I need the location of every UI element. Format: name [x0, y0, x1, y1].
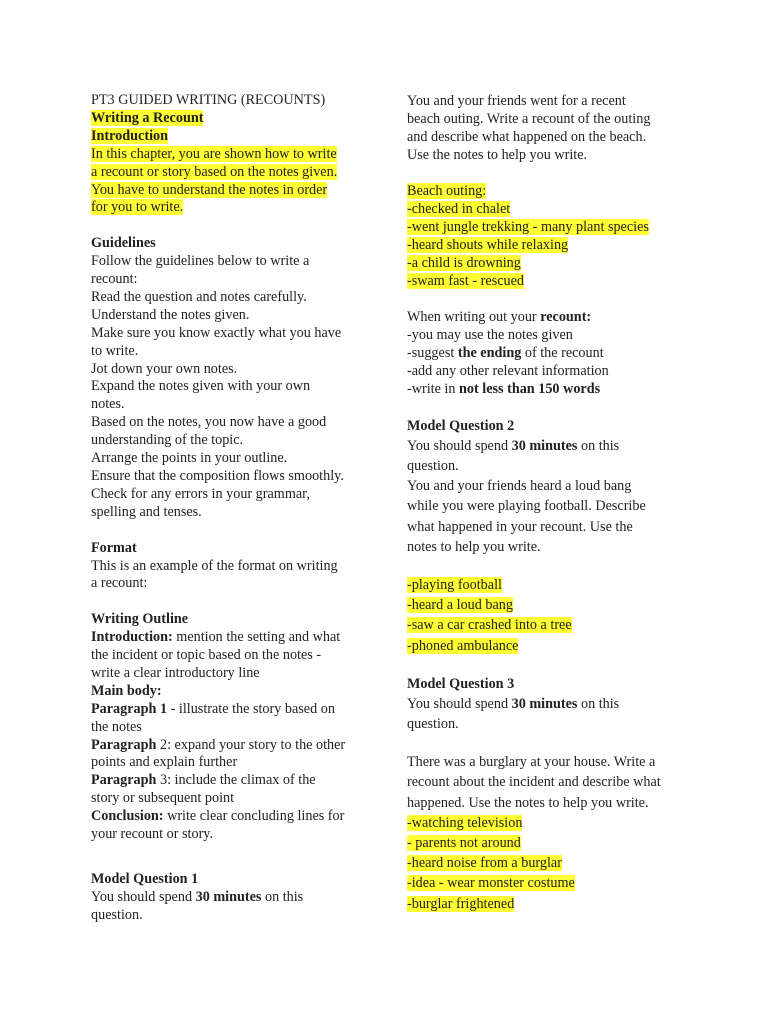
guidelines-heading: Guidelines	[91, 235, 156, 252]
outline-p3-text: 3: include the climax of the	[156, 772, 316, 789]
outline-p2-text: points and explain further	[91, 754, 238, 771]
outline-intro-text: the incident or topic based on the notes -	[91, 647, 322, 664]
mq1-duration: 30 minutes	[195, 888, 262, 905]
guideline-line: Jot down your own notes.	[91, 360, 238, 377]
writing-text: -write in	[407, 380, 460, 397]
mq1-text: You should spend	[91, 888, 196, 905]
mq2-note: -heard a loud bang	[407, 597, 513, 614]
intro-line: a recount or story based on the notes given.	[91, 163, 338, 180]
outline-p1-text: - illustrate the story based on	[167, 700, 335, 717]
q1-prompt	[407, 92, 689, 164]
mq2-text: on this	[577, 437, 620, 454]
outline-intro-text: mention the setting and what	[172, 629, 341, 646]
writing-text: of the recount	[521, 344, 604, 361]
format-line: a recount:	[91, 575, 148, 592]
mq3-note: -watching television	[407, 814, 523, 831]
guideline-line: Make sure you know exactly what you have	[91, 324, 342, 341]
guideline-line: Expand the notes given with your own	[91, 378, 311, 395]
q1-note: -checked in chalet	[407, 200, 511, 217]
outline-conclusion-text: your recount or story.	[91, 826, 214, 843]
page-title: PT3 GUIDED WRITING (RECOUNTS)	[91, 92, 326, 108]
guideline-line: Read the question and notes carefully.	[91, 288, 307, 305]
guideline-line: Ensure that the composition flows smoothly.	[91, 468, 344, 485]
mq2-duration: 30 minutes	[511, 437, 578, 454]
guideline-line: spelling and tenses.	[91, 503, 202, 520]
intro-heading: Introduction	[91, 127, 168, 144]
mq2-text: notes to help you write.	[407, 538, 541, 555]
mq2-text: while you were playing football. Describe	[407, 498, 646, 515]
outline-p3-label: Paragraph	[91, 772, 157, 789]
mq2-text: question.	[407, 458, 459, 475]
q1-line: Use the notes to help you write.	[407, 147, 588, 163]
mq2-text: You and your friends heard a loud bang	[407, 478, 632, 495]
q1-note: -a child is drowning	[407, 254, 521, 271]
outline-p2-text: 2: expand your story to the other	[156, 736, 346, 753]
q1-line: beach outing. Write a recount of the outing	[407, 111, 651, 127]
model-question-2	[407, 416, 689, 914]
mq2-note: -phoned ambulance	[407, 637, 519, 654]
q1-note: -heard shouts while relaxing	[407, 236, 569, 253]
mq3-note: -idea - wear monster costume	[407, 875, 575, 892]
writing-text: -add any other relevant information	[407, 362, 609, 379]
writing-bold: not less than 150 words	[459, 380, 601, 397]
outline-main-label: Main body:	[91, 682, 162, 699]
writing-bold: recount:	[540, 308, 592, 325]
intro-line: In this chapter, you are shown how to write	[91, 145, 337, 162]
format-heading: Format	[91, 539, 137, 556]
section-subtitle: Writing a Recount	[91, 109, 204, 126]
q1-note: -went jungle trekking - many plant species	[407, 218, 649, 235]
left-column	[91, 92, 373, 925]
mq3-text: There was a burglary at your house. Write a	[407, 754, 656, 771]
outline-block	[91, 629, 373, 844]
intro-line: You have to understand the notes in order	[91, 181, 328, 198]
outline-p1-label: Paragraph 1	[91, 700, 168, 717]
q1-note: Beach outing:	[407, 182, 487, 199]
outline-intro-label: Introduction:	[91, 629, 173, 646]
writing-text: When writing out your	[407, 308, 541, 325]
outline-p3-text: story or subsequent point	[91, 790, 235, 807]
format-line: This is an example of the format on writing	[91, 557, 338, 574]
guideline-line: Understand the notes given.	[91, 306, 250, 323]
writing-text: -you may use the notes given	[407, 326, 573, 343]
q1-notes	[407, 182, 689, 290]
mq3-note: -heard noise from a burglar	[407, 855, 562, 872]
mq3-text: You should spend	[407, 695, 512, 712]
mq1-text: question.	[91, 906, 143, 923]
mq3-text: recount about the incident and describe what	[407, 774, 661, 791]
intro-paragraph	[91, 146, 373, 218]
guideline-line: Check for any errors in your grammar,	[91, 485, 310, 502]
mq1-text: on this	[261, 888, 304, 905]
q1-line: You and your friends went for a recent	[407, 93, 626, 109]
writing-text: -suggest	[407, 344, 458, 361]
outline-heading: Writing Outline	[91, 611, 189, 628]
guideline-line: Based on the notes, you now have a good	[91, 414, 327, 431]
mq2-text: You should spend	[407, 437, 512, 454]
mq3-text: on this	[577, 695, 620, 712]
mq3-note: - parents not around	[407, 835, 521, 851]
guideline-line: recount:	[91, 271, 138, 288]
guideline-line: notes.	[91, 396, 125, 413]
guidelines-list	[91, 253, 373, 522]
model-question-2-heading: Model Question 2	[407, 417, 515, 434]
model-question-1-heading: Model Question 1	[91, 870, 199, 887]
outline-p2-label: Paragraph	[91, 736, 157, 753]
q1-note: -swam fast - rescued	[407, 272, 524, 289]
mq3-duration: 30 minutes	[511, 695, 578, 712]
q1-line: and describe what happened on the beach.	[407, 129, 647, 145]
mq2-note: -saw a car crashed into a tree	[407, 617, 572, 634]
mq3-text: question.	[407, 716, 459, 733]
outline-p1-text: the notes	[91, 718, 142, 735]
outline-conclusion-label: Conclusion:	[91, 808, 164, 825]
mq2-text: what happened in your recount. Use the	[407, 518, 633, 535]
writing-instructions	[407, 308, 689, 398]
guideline-line: Arrange the points in your outline.	[91, 450, 288, 467]
mq3-text: happened. Use the notes to help you write.	[407, 794, 649, 811]
right-column	[407, 92, 689, 914]
outline-conclusion-text: write clear concluding lines for	[163, 808, 345, 825]
guideline-line: understanding of the topic.	[91, 432, 244, 449]
intro-line: for you to write.	[91, 199, 184, 216]
guideline-line: Follow the guidelines below to write a	[91, 253, 310, 270]
guideline-line: to write.	[91, 342, 139, 359]
outline-intro-text: write a clear introductory line	[91, 664, 260, 681]
mq3-note: -burglar frightened	[407, 895, 515, 912]
mq2-note: -playing football	[407, 576, 502, 593]
model-question-3-heading: Model Question 3	[407, 675, 515, 692]
writing-bold: the ending	[457, 344, 522, 361]
